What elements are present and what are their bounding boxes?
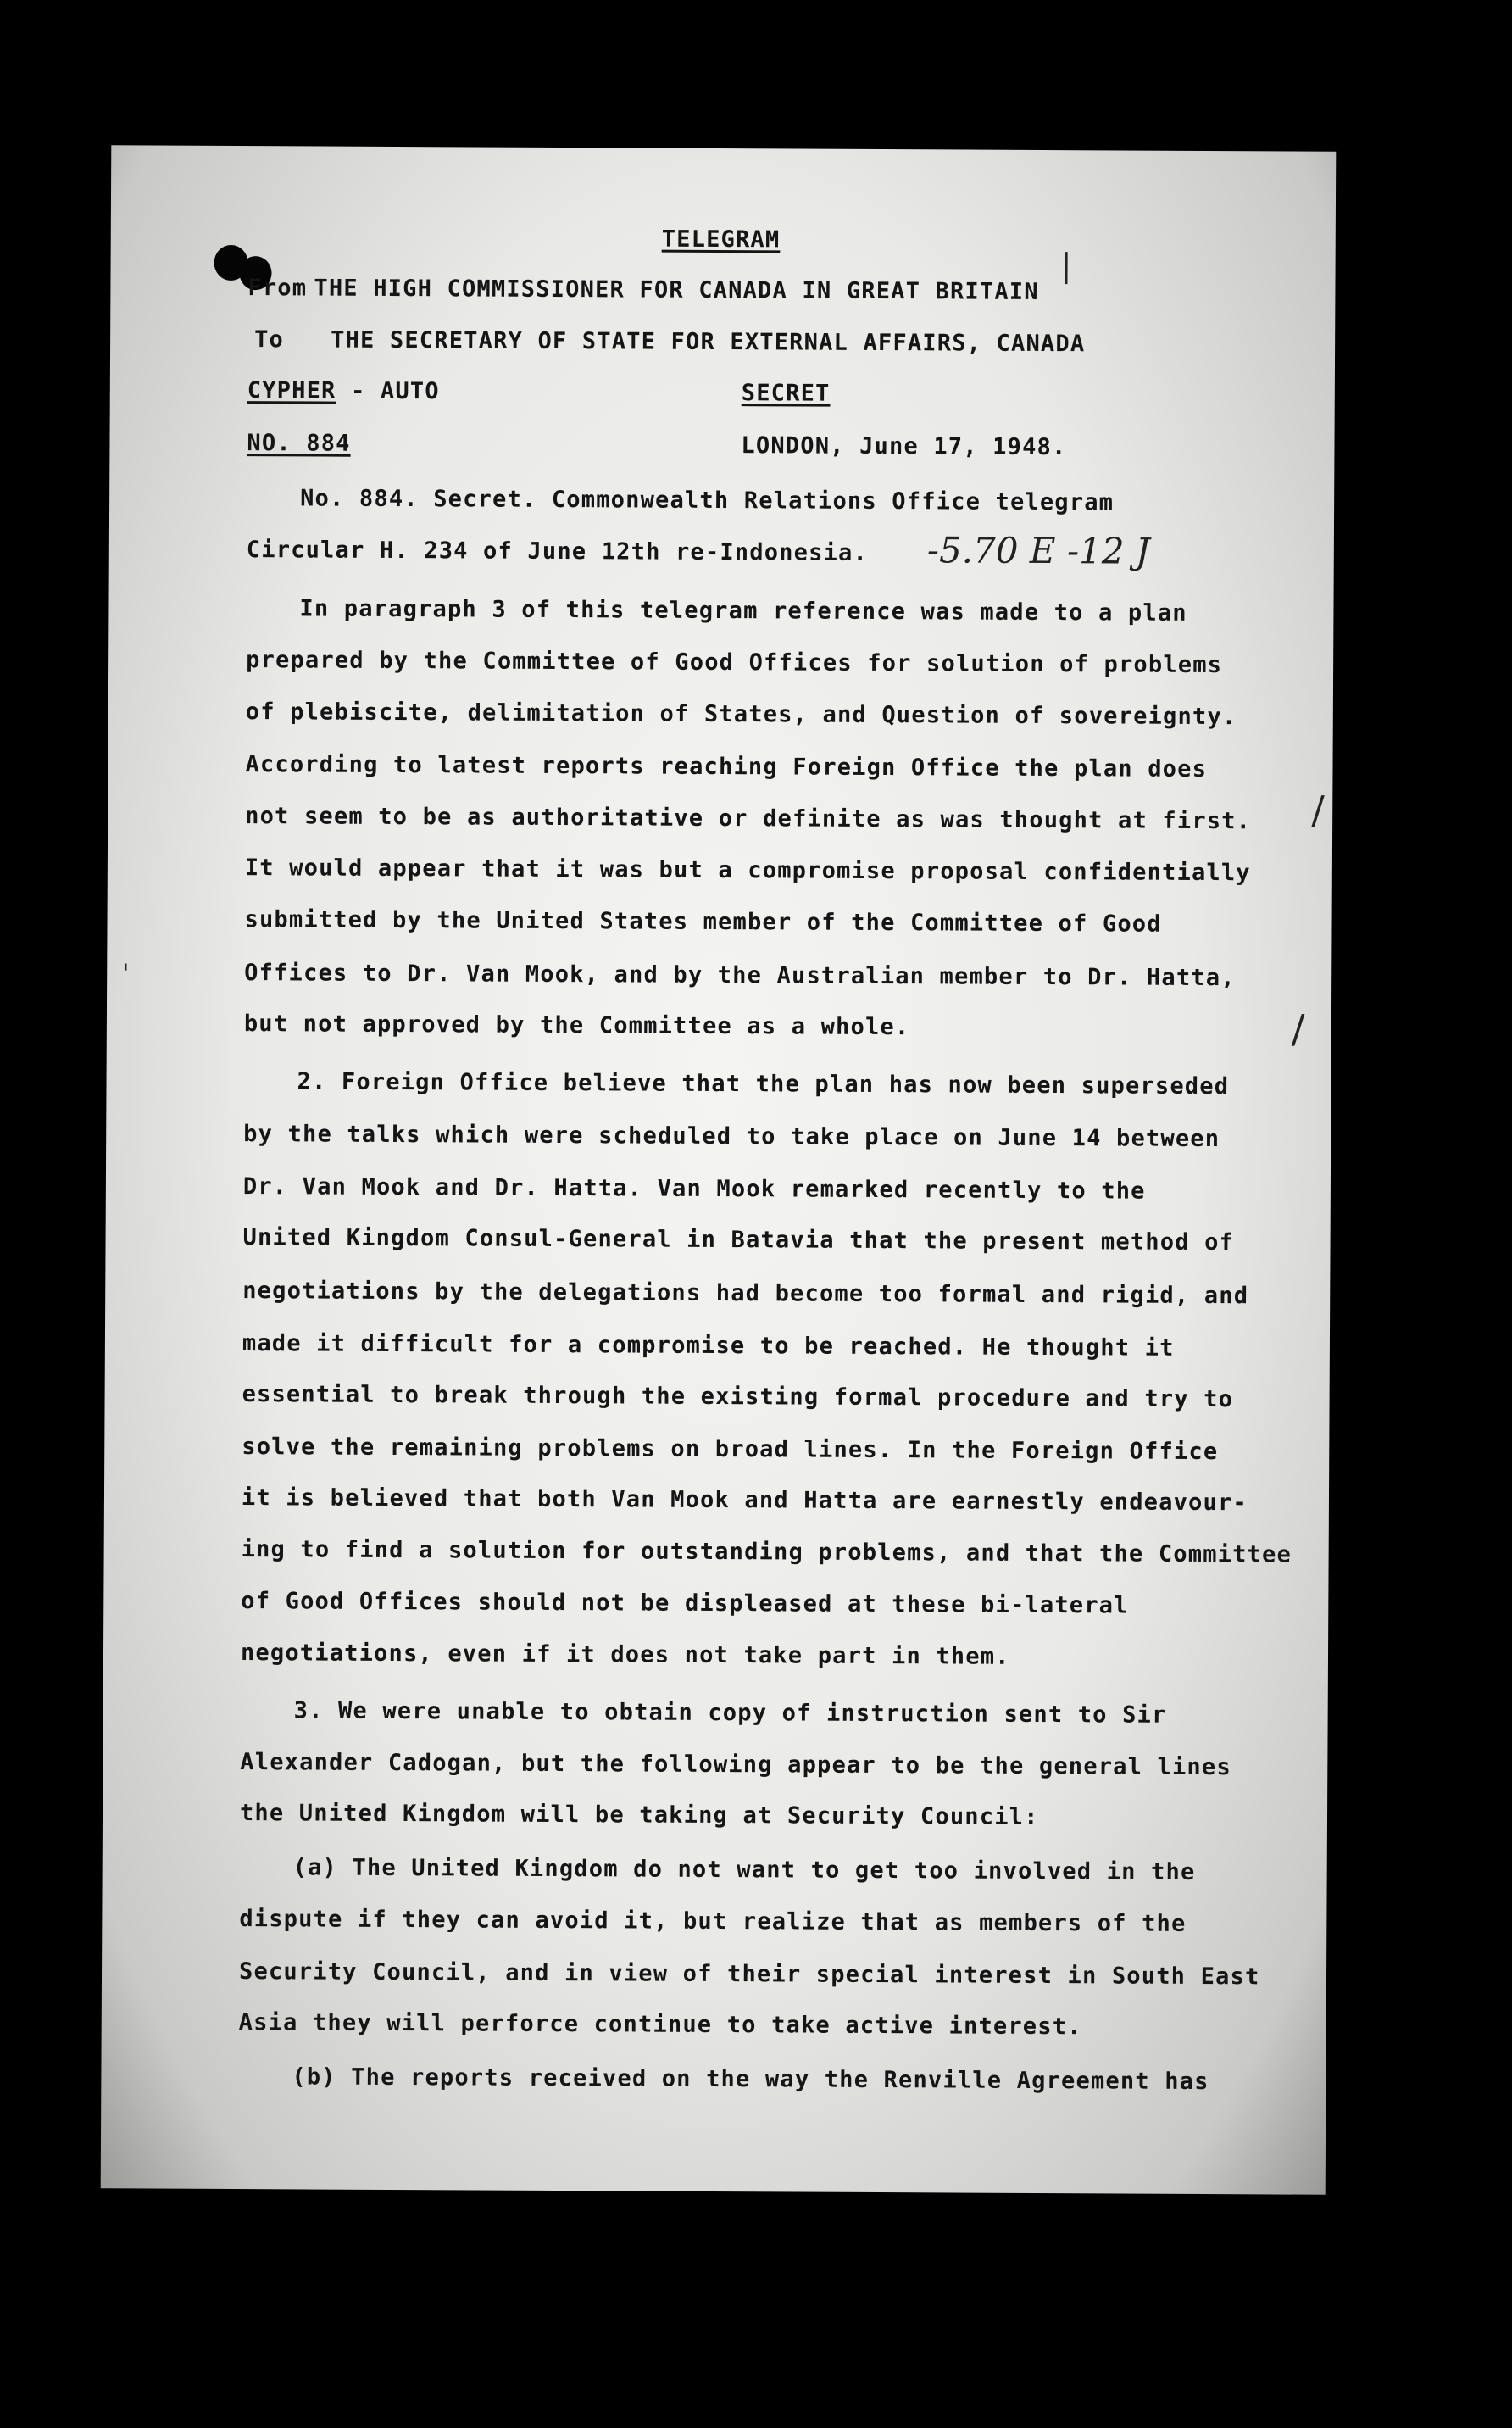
body-line: solve the remaining problems on broad lines. In the Foreign Office [242,1434,1219,1466]
body-line: It would appear that it was but a compromise proposal confidentially [244,855,1251,887]
body-line: of Good Offices should not be displeased at these bi-lateral [241,1588,1129,1619]
cypher-value: - AUTO [336,377,440,405]
body-line: 2. Foreign Office believe that the plan has now been superseded [297,1068,1230,1100]
file-reference-handwritten: -5.70 E -12 J [926,529,1150,572]
to-label: To [254,326,285,354]
body-line: not seem to be as authoritative or definite as was thought at first. [245,803,1252,835]
body-line: prepared by the Committee of Good Offices for solution of problems [246,647,1223,679]
body-line: it is believed that both Van Mook and Hatta are earnestly endeavour- [241,1484,1248,1517]
from-value: THE HIGH COMMISSIONER FOR CANADA IN GREAT BRITAIN [314,275,1039,305]
body-line: dispute if they can avoid it, but realize that as members of the [239,1906,1187,1937]
body-line: Circular H. 234 of June 12th re-Indonesia. [246,537,869,566]
body-line: Asia they will perforce continue to take active interest. [238,2009,1082,2041]
to-value: THE SECRETARY OF STATE FOR EXTERNAL AFFAIRS, CANADA [331,326,1086,358]
body-line: Dr. Van Mook and Dr. Hatta. Van Mook remarked recently to the [242,1173,1146,1205]
from-label: From [247,275,308,302]
telegram-number: NO. 884 [247,430,351,457]
body-line: (a) The United Kingdom do not want to get too involved in the [292,1854,1196,1885]
body-line: Alexander Cadogan, but the following appear to be the general lines [240,1749,1231,1781]
body-line: United Kingdom Consul-General in Batavia that the present method of [242,1224,1235,1256]
body-line: (b) The reports received on the way the Renville Agreement has [292,2063,1209,2096]
body-line: negotiations, even if it does not take part in them. [240,1640,1010,1670]
margin-mark [1065,252,1067,284]
body-line: In paragraph 3 of this telegram reference was made to a plan [299,595,1187,626]
body-line: by the talks which were scheduled to take place on June 14 between [243,1121,1220,1153]
body-line: but not approved by the Committee as a whole. [243,1011,910,1041]
telegram-page [101,145,1337,2195]
margin-tick: / [1311,787,1325,833]
body-line: negotiations by the delegations had become too formal and rigid, and [242,1278,1249,1310]
body-line: Security Council, and in view of their special interest in South East [238,1958,1260,1991]
body-line: the United Kingdom will be taking at Security Council: [239,1800,1039,1830]
body-line: No. 884. Secret. Commonwealth Relations Office telegram [300,485,1115,516]
body-line: ing to find a solution for outstanding problems, and that the Committee [241,1536,1292,1568]
body-line: of plebiscite, delimitation of States, and Question of sovereignty. [245,699,1237,731]
body-line: made it difficult for a compromise to be reached. He thought it [242,1330,1175,1362]
cypher-label: CYPHER [247,377,336,404]
body-line: submitted by the United States member of the Committee of Good [244,906,1162,938]
document-title: TELEGRAM [661,226,781,253]
body-line: Offices to Dr. Van Mook, and by the Australian member to Dr. Hatta, [244,960,1236,992]
classification: SECRET [741,380,831,407]
margin-tick: ' [122,959,130,989]
body-line: According to latest reports reaching Foreign Office the plan does [245,751,1208,783]
body-line: 3. We were unable to obtain copy of instruction sent to Sir [293,1697,1167,1729]
body-line: essential to break through the existing formal procedure and try to [242,1381,1234,1413]
place-date: LONDON, June 17, 1948. [741,432,1067,461]
cypher-line [247,377,440,404]
margin-tick: / [1291,1005,1305,1052]
